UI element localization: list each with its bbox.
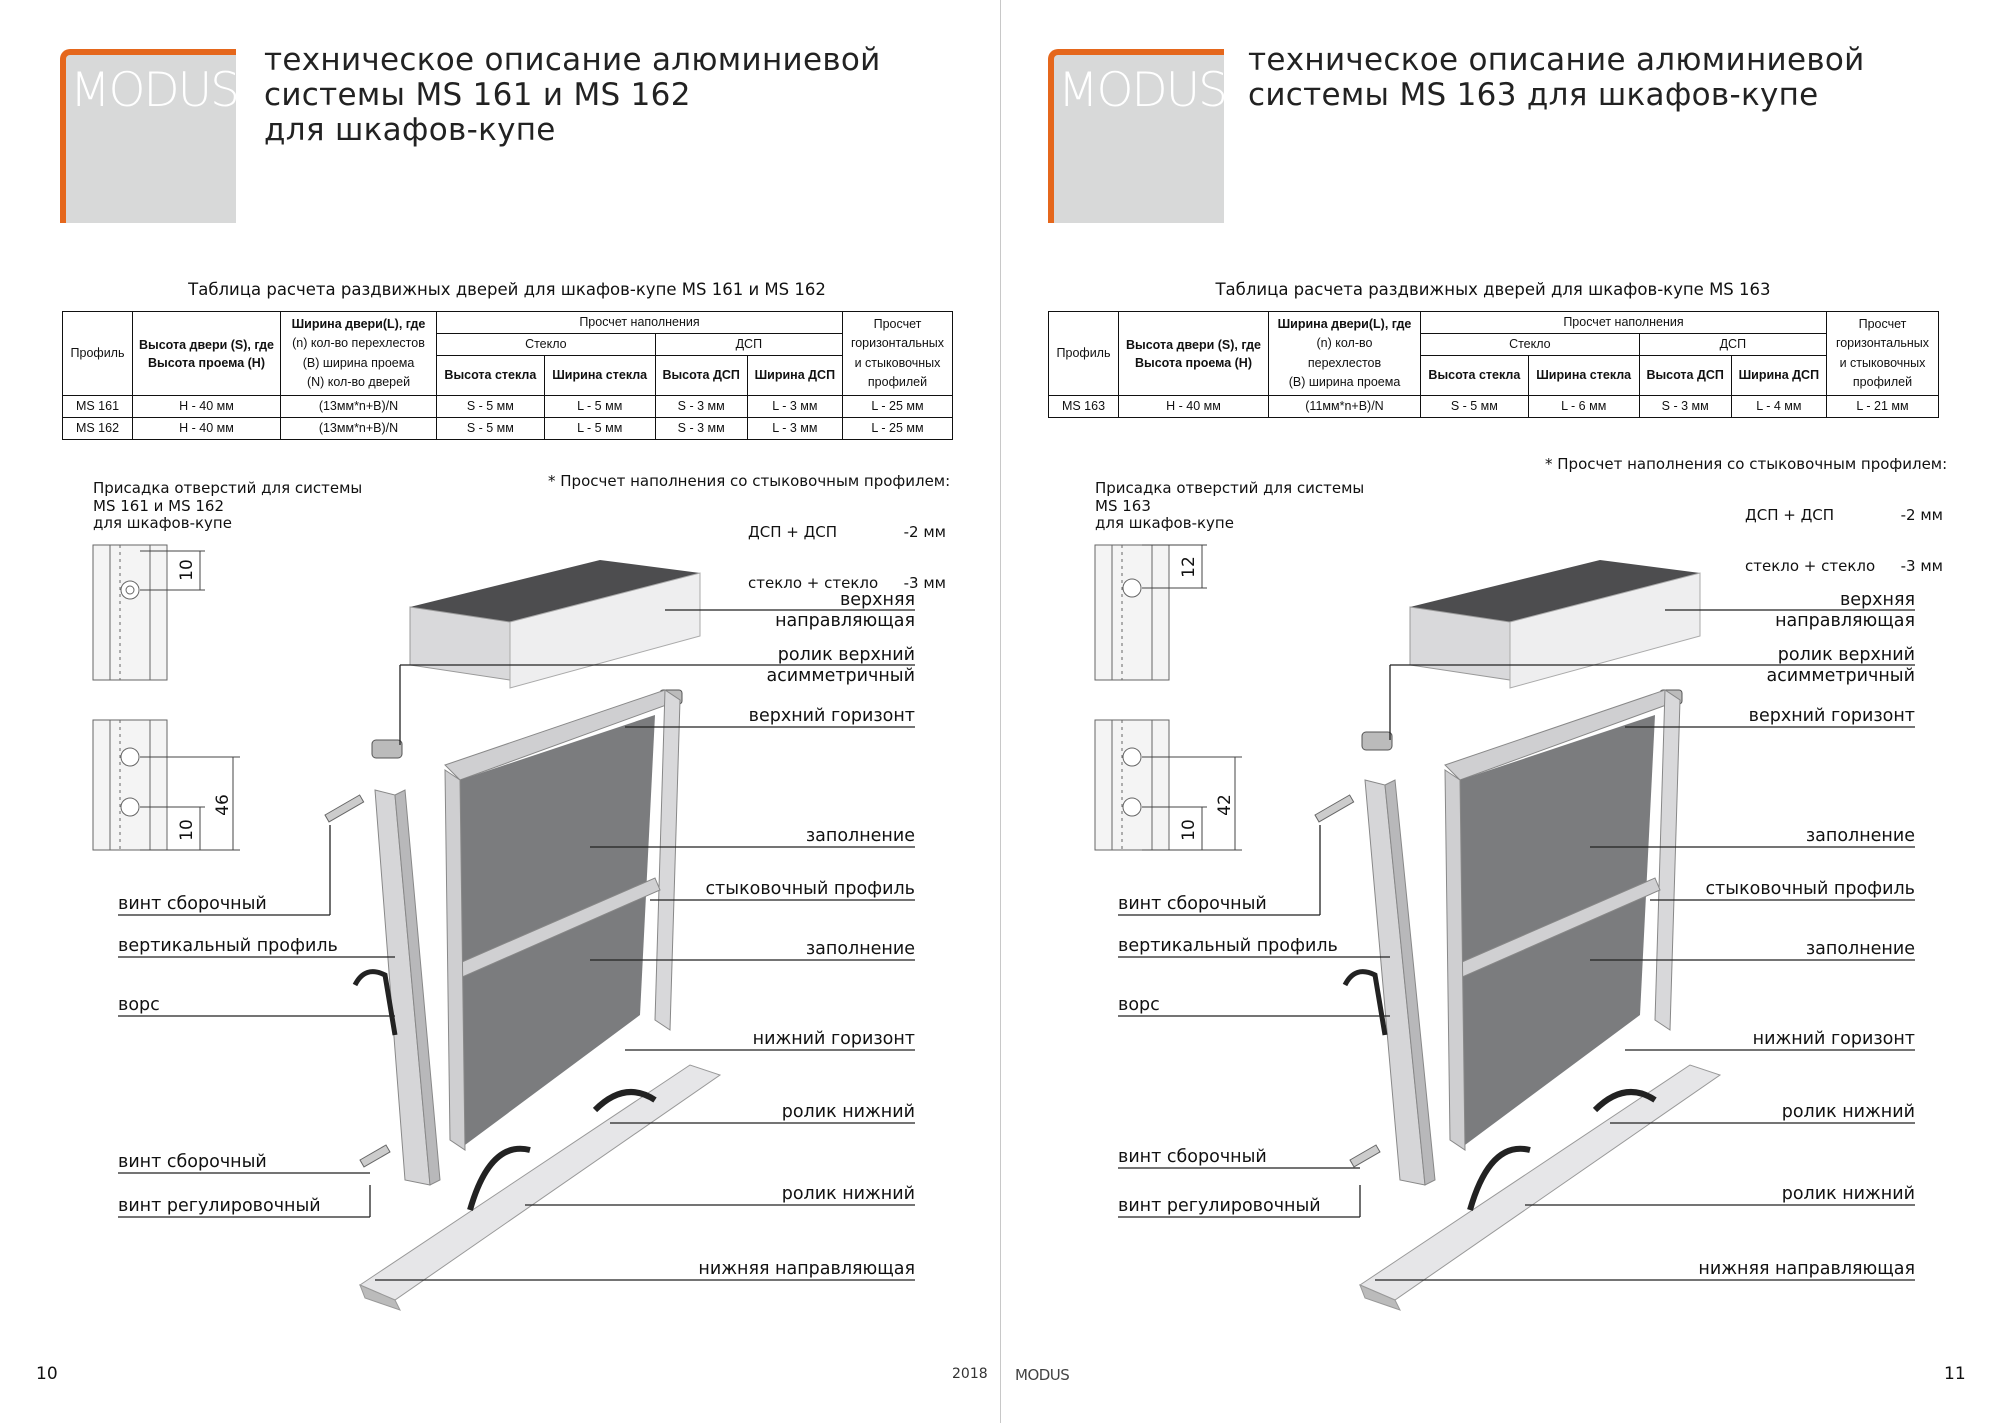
label-bottom-rail: нижняя направляющая (1698, 1259, 1915, 1279)
th-line: Просчет (1858, 316, 1907, 331)
th-glass: Стекло (437, 334, 656, 356)
label-top-roller: ролик верхний (1777, 645, 1915, 665)
label-top-horizon: верхний горизонт (1748, 706, 1915, 726)
note-title: * Просчет наполнения со стыковочным профилем: (1545, 455, 1948, 473)
title-line: техническое описание алюминиевой (264, 42, 881, 78)
dim-small: 10 (1179, 819, 1199, 841)
door-frame (1445, 690, 1680, 1150)
label-bottom-roller: ролик нижний (1781, 1184, 1915, 1204)
th-dsp-w: Ширина ДСП (1731, 356, 1826, 396)
label-bottom-horizon: нижний горизонт (1752, 1029, 1915, 1049)
th-glass-w: Ширина стекла (544, 356, 655, 396)
th-line: (B) ширина проема (1288, 375, 1401, 389)
footer-logo: MODUS (1015, 1366, 1070, 1384)
note-label: ДСП + ДСП (748, 523, 838, 541)
table-title: Таблица расчета раздвижных дверей для шкафов-купе MS 163 (1215, 280, 1771, 299)
caption-line: Присадка отверстий для системы (93, 479, 363, 497)
th-line: профилей (1852, 375, 1913, 389)
th-fill-calc: Просчет наполнения (437, 312, 843, 334)
th-line: Просчет (873, 316, 922, 331)
label-assembly-screw: винт сборочный (1118, 1147, 1267, 1167)
page-right (1000, 0, 2000, 1423)
cell: S - 3 мм (655, 418, 747, 440)
note-value: -2 мм (1900, 506, 1943, 524)
th-line: (N) кол-во дверей (306, 375, 411, 389)
cell: (11мм*n+B)/N (1269, 396, 1421, 418)
th-door-height: Высота двери (S), где Высота проема (H) (133, 312, 281, 396)
label-joint-profile: стыковочный профиль (705, 879, 915, 899)
title-line: техническое описание алюминиевой (1248, 42, 1865, 78)
note-label: стекло + стекло (1745, 557, 1876, 575)
cell: S - 3 мм (655, 396, 747, 418)
dim-small: 10 (177, 819, 197, 841)
th-line: Ширина двери(L), где (291, 316, 426, 331)
label-bottom-horizon: нижний горизонт (752, 1029, 915, 1049)
cell: MS 163 (1049, 396, 1119, 418)
label-top-roller: асимметричный (1766, 666, 1915, 686)
cell: S - 5 мм (1421, 396, 1529, 418)
cell: L - 3 мм (747, 396, 842, 418)
th-dsp-h: Высота ДСП (655, 356, 747, 396)
year: 2018 (952, 1366, 988, 1382)
cell: MS 162 (63, 418, 133, 440)
label-brush: ворс (1118, 995, 1160, 1015)
caption-line: MS 163 (1095, 496, 1151, 515)
th-line: (n) кол-во перехлестов (292, 336, 425, 350)
label-assembly-screw: винт сборочный (1118, 894, 1267, 914)
label-adjust-screw: винт регулировочный (1118, 1196, 1321, 1216)
caption-line: MS 161 и MS 162 (93, 496, 225, 515)
label-fill: заполнение (1805, 826, 1915, 846)
label-assembly-screw: винт сборочный (118, 894, 267, 914)
label-bottom-roller: ролик нижний (781, 1102, 915, 1122)
th-line: (n) кол-во (1316, 336, 1373, 350)
label-brush: ворс (118, 995, 160, 1015)
th-line: горизонтальных (850, 336, 945, 350)
label-bottom-rail: нижняя направляющая (698, 1259, 915, 1279)
top-rail (410, 560, 700, 688)
th-dsp-w: Ширина ДСП (747, 356, 842, 396)
th-door-height: Высота двери (S), где Высота проема (H) (1119, 312, 1269, 396)
drilling-profile-bottom (93, 720, 240, 850)
th-glass-w: Ширина стекла (1528, 356, 1639, 396)
page-number: 10 (36, 1364, 58, 1384)
th-line: Ширина двери(L), где (1277, 316, 1412, 331)
label-top-horizon: верхний горизонт (748, 706, 915, 726)
caption-line: для шкафов-купе (1095, 514, 1234, 532)
label-vertical-profile: вертикальный профиль (1118, 936, 1338, 956)
door-frame (445, 690, 680, 1150)
th-line: перехлестов (1307, 355, 1382, 370)
cell: L - 3 мм (747, 418, 842, 440)
th-line: и стыковочных (1839, 355, 1926, 370)
label-top-roller: ролик верхний (777, 645, 915, 665)
cell: S - 5 мм (437, 418, 545, 440)
th-line: и стыковочных (854, 355, 941, 370)
cell: S - 5 мм (437, 396, 545, 418)
cell: L - 21 мм (1827, 396, 1939, 418)
label-vertical-profile: вертикальный профиль (118, 936, 338, 956)
cell: L - 5 мм (544, 396, 655, 418)
cell: MS 161 (63, 396, 133, 418)
dimension-labels (1179, 556, 1235, 841)
label-top-roller: асимметричный (766, 666, 915, 686)
cell: L - 25 мм (843, 418, 953, 440)
note-value: -3 мм (903, 574, 946, 592)
label-top-rail: направляющая (1775, 611, 1915, 631)
cell: L - 25 мм (843, 396, 953, 418)
label-fill: заполнение (805, 939, 915, 959)
logo-text: MODUS (70, 63, 238, 118)
note-value: -2 мм (903, 523, 946, 541)
drilling-profile-bottom (1095, 720, 1242, 850)
label-fill: заполнение (1805, 939, 1915, 959)
cell: L - 4 мм (1731, 396, 1826, 418)
note-value: -3 мм (1900, 557, 1943, 575)
th-dsp: ДСП (1639, 334, 1826, 356)
label-bottom-roller: ролик нижний (1781, 1102, 1915, 1122)
page-number: 11 (1944, 1364, 1966, 1384)
th-dsp-h: Высота ДСП (1639, 356, 1731, 396)
vertical-profile (1345, 780, 1435, 1185)
label-top-rail: верхняя (1839, 590, 1915, 610)
note-label: ДСП + ДСП (1745, 506, 1835, 524)
dimension-labels (177, 559, 233, 841)
dim-top: 10 (177, 559, 197, 581)
label-joint-profile: стыковочный профиль (1705, 879, 1915, 899)
vertical-profile (355, 790, 440, 1185)
top-rail (1410, 560, 1700, 688)
label-assembly-screw: винт сборочный (118, 1152, 267, 1172)
label-adjust-screw: винт регулировочный (118, 1196, 321, 1216)
cell: (13мм*n+B)/N (281, 418, 437, 440)
label-top-rail: верхняя (839, 590, 915, 610)
th-glass: Стекло (1421, 334, 1640, 356)
title-line: системы MS 161 и MS 162 (264, 77, 691, 113)
cell: S - 3 мм (1639, 396, 1731, 418)
logo-text: MODUS (1058, 63, 1226, 118)
cell: (13мм*n+B)/N (281, 396, 437, 418)
th-glass-h: Высота стекла (437, 356, 545, 396)
th-line: профилей (867, 375, 928, 389)
cell: L - 5 мм (544, 418, 655, 440)
th-profile: Профиль (1049, 312, 1119, 396)
th-profile: Профиль (63, 312, 133, 396)
label-fill: заполнение (805, 826, 915, 846)
th-dsp: ДСП (655, 334, 842, 356)
dim-big: 42 (1215, 794, 1235, 816)
label-bottom-roller: ролик нижний (781, 1184, 915, 1204)
th-line: горизонтальных (1835, 336, 1930, 350)
dim-top: 12 (1179, 556, 1199, 578)
th-fill-calc: Просчет наполнения (1421, 312, 1827, 334)
th-glass-h: Высота стекла (1421, 356, 1529, 396)
cell: L - 6 мм (1528, 396, 1639, 418)
table-title: Таблица расчета раздвижных дверей для шкафов-купе MS 161 и MS 162 (188, 280, 826, 299)
cell: H - 40 мм (133, 418, 281, 440)
title-line: для шкафов-купе (264, 112, 556, 148)
caption-line: Присадка отверстий для системы (1095, 479, 1365, 497)
label-top-rail: направляющая (775, 611, 915, 631)
cell: H - 40 мм (133, 396, 281, 418)
th-line: (B) ширина проема (302, 355, 415, 370)
cell: H - 40 мм (1119, 396, 1269, 418)
note-label: стекло + стекло (748, 574, 879, 592)
dim-big: 46 (213, 794, 233, 816)
note-title: * Просчет наполнения со стыковочным профилем: (548, 472, 951, 490)
title-line: системы MS 163 для шкафов-купе (1248, 77, 1819, 113)
caption-line: для шкафов-купе (93, 514, 232, 532)
